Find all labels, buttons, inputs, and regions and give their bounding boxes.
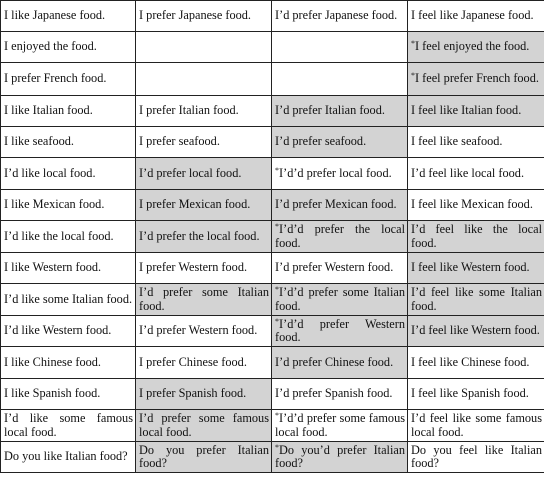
- table-cell: [408, 190, 544, 221]
- table-cell: [272, 347, 408, 379]
- table-cell: [1, 347, 136, 379]
- table-cell: [136, 127, 272, 158]
- cell-text: Do you feel like Italian food?: [411, 442, 542, 470]
- table-cell: [408, 32, 544, 63]
- table-cell: [408, 284, 544, 316]
- cell-text: I’d prefer Chinese food.: [275, 354, 394, 369]
- table-cell: [408, 442, 544, 473]
- cell-text: I feel prefer French food.: [415, 71, 539, 86]
- table-row: [1, 158, 544, 190]
- cell-text: I prefer Western food.: [139, 260, 248, 275]
- table-cell: [408, 253, 544, 284]
- cell-text: I’d’d prefer some famous local food.: [275, 411, 405, 439]
- cell-text: I’d feel like Western food.: [411, 323, 540, 338]
- table-cell: [1, 379, 136, 410]
- cell-text: I feel like Mexican food.: [411, 197, 533, 212]
- cell-text: I prefer seafood.: [139, 134, 220, 149]
- cell-text: I feel like Italian food.: [411, 103, 522, 118]
- table-cell: [272, 410, 408, 442]
- table-cell: [272, 284, 408, 316]
- table-cell: [272, 379, 408, 410]
- table-cell: [408, 316, 544, 347]
- table-row: [1, 410, 544, 442]
- cell-text: I like Japanese food.: [4, 8, 106, 23]
- cell-text: I’d prefer Mexican food.: [275, 197, 397, 212]
- empty-cell: [272, 32, 408, 63]
- table-cell: [408, 221, 544, 253]
- table-cell: [136, 442, 272, 473]
- ungrammatical-marker: *: [275, 165, 279, 175]
- table-cell: [408, 63, 544, 96]
- table-row: [1, 63, 544, 96]
- cell-text: I like Italian food.: [4, 103, 93, 118]
- cell-text: Do you prefer Italian food?: [139, 442, 269, 470]
- table-cell: [1, 221, 136, 253]
- cell-text: I’d prefer Western food.: [275, 260, 394, 275]
- cell-text: I’d prefer some famous local food.: [139, 411, 269, 439]
- cell-text: I feel enjoyed the food.: [415, 39, 530, 54]
- table-body: [1, 1, 544, 473]
- table-cell: [1, 1, 136, 32]
- ungrammatical-marker: *: [411, 39, 415, 49]
- table-cell: [408, 96, 544, 127]
- table-cell: [1, 96, 136, 127]
- cell-text: I feel like Western food.: [411, 260, 530, 275]
- cell-text: Do you like Italian food?: [4, 449, 128, 464]
- cell-text: I prefer Mexican food.: [139, 197, 251, 212]
- ungrammatical-marker: *: [275, 316, 279, 326]
- table-cell: [1, 316, 136, 347]
- cell-text: I’d like the local food.: [4, 228, 114, 243]
- table-row: [1, 127, 544, 158]
- cell-text: I’d prefer Japanese food.: [275, 8, 398, 23]
- table-cell: [136, 379, 272, 410]
- cell-text: I’d prefer some Italian food.: [139, 285, 269, 313]
- table-cell: [272, 1, 408, 32]
- ungrammatical-marker: *: [275, 222, 279, 232]
- table-cell: [136, 190, 272, 221]
- cell-text: I’d feel like the local food.: [411, 222, 542, 250]
- cell-text: I’d like local food.: [4, 165, 96, 180]
- cell-text: I feel like Chinese food.: [411, 354, 530, 369]
- table-row: [1, 284, 544, 316]
- cell-text: I’d prefer local food.: [139, 165, 242, 180]
- table-cell: [408, 1, 544, 32]
- cell-text: I prefer French food.: [4, 71, 107, 86]
- cell-text: I like Mexican food.: [4, 197, 105, 212]
- table-cell: [408, 158, 544, 190]
- table-cell: [136, 96, 272, 127]
- table-cell: [1, 284, 136, 316]
- table-cell: [272, 158, 408, 190]
- cell-text: I’d’d prefer the local food.: [275, 222, 405, 250]
- ungrammatical-marker: *: [275, 442, 279, 452]
- cell-text: I prefer Japanese food.: [139, 8, 251, 23]
- cell-text: I like Chinese food.: [4, 354, 101, 369]
- cell-text: I feel like Spanish food.: [411, 386, 529, 401]
- cell-text: I like Spanish food.: [4, 386, 101, 401]
- table-row: [1, 32, 544, 63]
- table-cell: [272, 96, 408, 127]
- cell-text: I feel like Japanese food.: [411, 8, 534, 23]
- cell-text: I’d’d prefer local food.: [279, 165, 392, 180]
- table-cell: [408, 127, 544, 158]
- cell-text: I’d feel like some famous local food.: [411, 411, 542, 439]
- empty-cell: [272, 63, 408, 96]
- cell-text: I like seafood.: [4, 134, 74, 149]
- table-cell: [1, 63, 136, 96]
- cell-text: I’d like Western food.: [4, 323, 112, 338]
- cell-text: Do you’d prefer Italian food?: [275, 442, 405, 470]
- empty-cell: [136, 32, 272, 63]
- cell-text: I’d feel like local food.: [411, 165, 525, 180]
- table-row: [1, 1, 544, 32]
- table-cell: [272, 190, 408, 221]
- ungrammatical-marker: *: [275, 411, 279, 421]
- table-cell: [136, 284, 272, 316]
- table-cell: [1, 158, 136, 190]
- table-cell: [136, 316, 272, 347]
- cell-text: I’d’d prefer Western food.: [275, 316, 405, 344]
- cell-text: I’d prefer Italian food.: [275, 103, 385, 118]
- cell-text: I’d prefer the local food.: [139, 228, 260, 243]
- table-cell: [272, 442, 408, 473]
- table-cell: [408, 347, 544, 379]
- table-row: [1, 379, 544, 410]
- table-cell: [272, 127, 408, 158]
- table-cell: [1, 32, 136, 63]
- table-row: [1, 190, 544, 221]
- table-row: [1, 96, 544, 127]
- table-cell: [408, 410, 544, 442]
- table-cell: [1, 253, 136, 284]
- cell-text: I’d like some famous local food.: [4, 411, 133, 439]
- cell-text: I’d feel like some Italian food.: [411, 285, 542, 313]
- table-cell: [136, 410, 272, 442]
- table-cell: [1, 190, 136, 221]
- table-row: [1, 442, 544, 473]
- ungrammatical-marker: *: [275, 285, 279, 295]
- empty-cell: [136, 63, 272, 96]
- table-row: [1, 347, 544, 379]
- cell-text: I prefer Italian food.: [139, 103, 239, 118]
- table-cell: [136, 253, 272, 284]
- cell-text: I’d’d prefer some Italian food.: [275, 285, 405, 313]
- table-cell: [1, 442, 136, 473]
- table-cell: [272, 316, 408, 347]
- table-cell: [136, 158, 272, 190]
- table-cell: [136, 1, 272, 32]
- cell-text: I feel like seafood.: [411, 134, 503, 149]
- table-cell: [1, 127, 136, 158]
- cell-text: I’d prefer Western food.: [139, 323, 258, 338]
- cell-text: I prefer Spanish food.: [139, 386, 247, 401]
- cell-text: I’d prefer Spanish food.: [275, 386, 393, 401]
- table-cell: [272, 221, 408, 253]
- table-row: [1, 316, 544, 347]
- ungrammatical-marker: *: [411, 71, 415, 81]
- table-row: [1, 253, 544, 284]
- table-row: [1, 221, 544, 253]
- table-cell: [136, 221, 272, 253]
- cell-text: I prefer Chinese food.: [139, 354, 247, 369]
- cell-text: I’d prefer seafood.: [275, 134, 367, 149]
- table-cell: [136, 347, 272, 379]
- cell-text: I enjoyed the food.: [4, 39, 97, 54]
- cell-text: I like Western food.: [4, 260, 102, 275]
- table-cell: [408, 379, 544, 410]
- table-cell: [272, 253, 408, 284]
- table-cell: [1, 410, 136, 442]
- cell-text: I’d like some Italian food.: [4, 291, 133, 306]
